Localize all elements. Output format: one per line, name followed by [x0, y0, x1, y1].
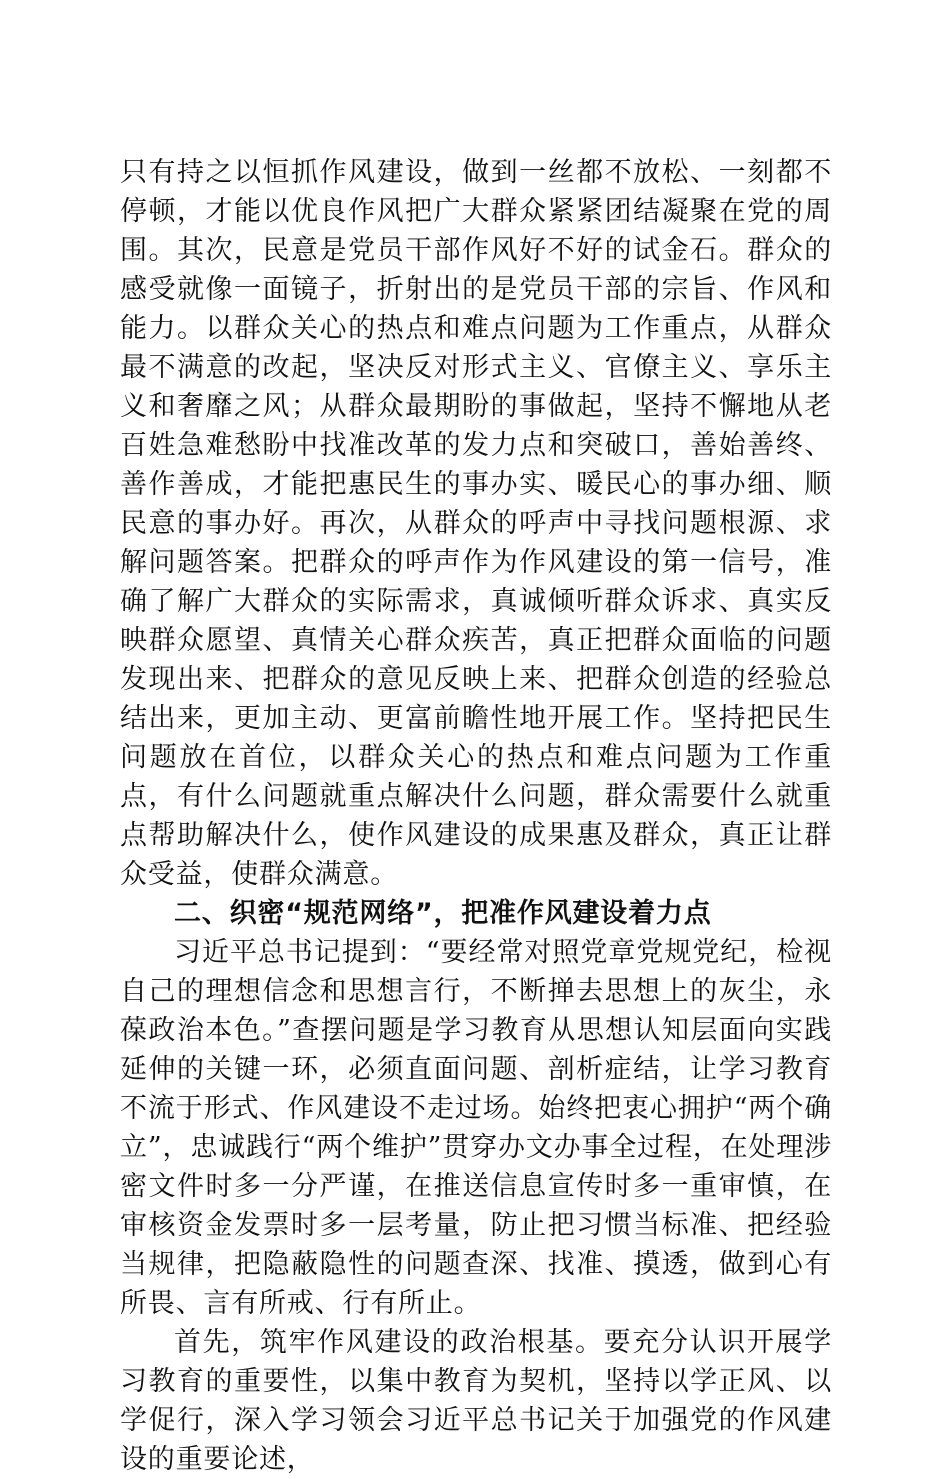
section-heading: 二、织密“规范网络”，把准作风建设着力点	[174, 898, 712, 929]
paragraph-quote: 习近平总书记提到：“要经常对照党章党规党纪，检视自己的理想信念和思想言行，不断掸去思想上的灰尘，永葆政治本色。”查摆问题是学习教育从思想认知层面向实践延伸的关键一环，必须直面问题、剖析症结，让学习教育不流于形式、作风建设不走过场。始终把衷心拥护“两个确立”，忠诚践行“两个维护”贯穿办文办事全过程，在处理涉密文件时多一分严谨，在推送信息宣传时多一重审慎，在审核资金发票时多一层考量，防止把习惯当标准、把经验当规律，把隐蔽隐性的问题查深、找准、摸透，做到心有所畏、言有所戒、行有所止。	[120, 937, 832, 1319]
paragraph-first-point: 首先，筑牢作风建设的政治根基。要充分认识开展学习教育的重要性，以集中教育为契机，坚持以学正风、以学促行，深入学习领会习近平总书记关于加强党的作风建设的重要论述，	[120, 1327, 832, 1475]
paragraph-continuation: 只有持之以恒抓作风建设，做到一丝都不放松、一刻都不停顿，才能以优良作风把广大群众紧紧团结凝聚在党的周围。其次，民意是党员干部作风好不好的试金石。群众的感受就像一面镜子，折射出的是党员干部的宗旨、作风和能力。以群众关心的热点和难点问题为工作重点，从群众最不满意的改起，坚决反对形式主义、官僚主义、享乐主义和奢靡之风；从群众最期盼的事做起，坚持不懈地从老百姓急难愁盼中找准改革的发力点和突破口，善始善终、善作善成，才能把惠民生的事办实、暖民心的事办细、顺民意的事办好。再次，从群众的呼声中寻找问题根源、求解问题答案。把群众的呼声作为作风建设的第一信号，准确了解广大群众的实际需求，真诚倾听群众诉求、真实反映群众愿望、真情关心群众疾苦，真正把群众面临的问题发现出来、把群众的意见反映上来、把群众创造的经验总结出来，更加主动、更富前瞻性地开展工作。坚持把民生问题放在首位，以群众关心的热点和难点问题为工作重点，有什么问题就重点解决什么问题，群众需要什么就重点帮助解决什么，使作风建设的成果惠及群众，真正让群众受益，使群众满意。	[120, 157, 832, 890]
document-body	[120, 153, 832, 1479]
